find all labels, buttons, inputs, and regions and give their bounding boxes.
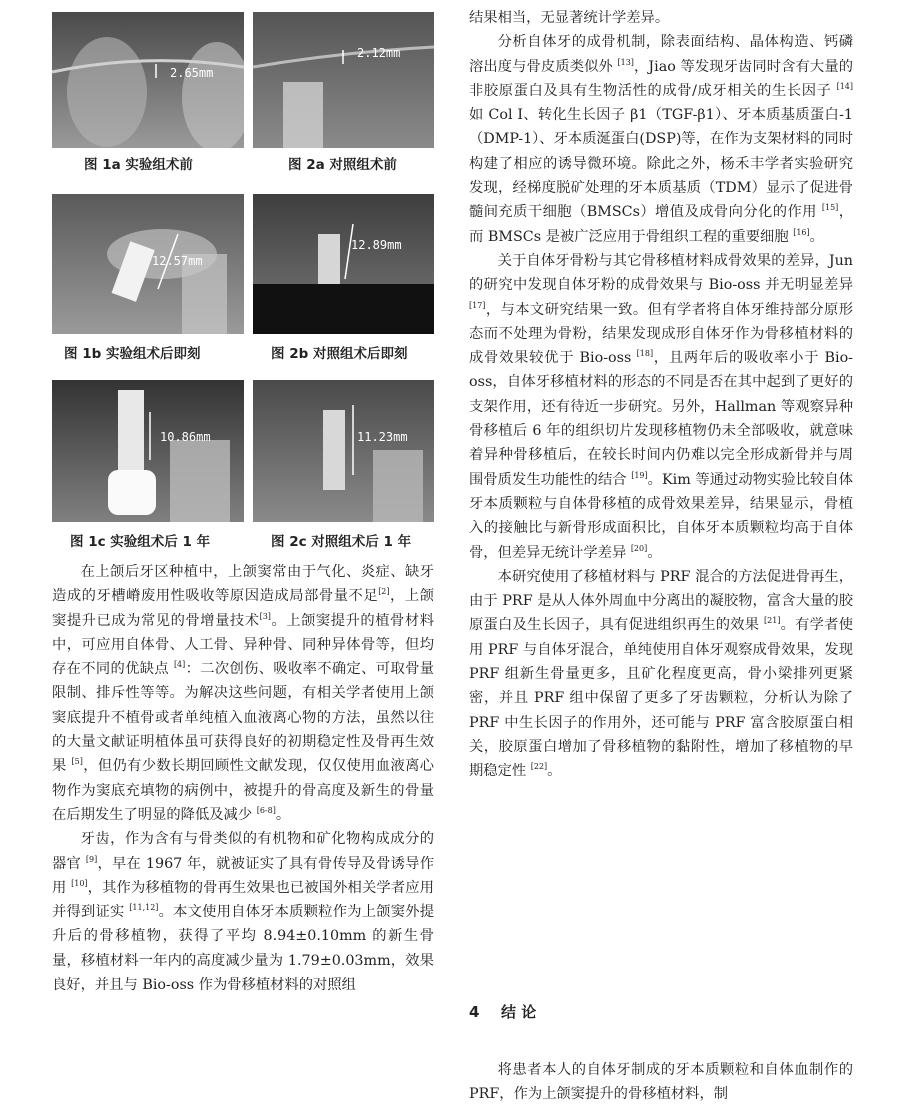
text-run: ，而 BMSCs 是被广泛应用于骨组织工程的重要细胞 [469, 204, 853, 245]
citation-ref: [19] [631, 470, 648, 480]
text-run: 。 [547, 763, 562, 780]
measurement-label: 12.89mm [351, 238, 402, 252]
figure-1c [52, 380, 244, 522]
measurement-label: 2.12mm [357, 46, 401, 60]
figure-2c-caption: 图 2c 对照组术后 1 年 [271, 534, 412, 550]
citation-ref: [22] [530, 762, 548, 772]
paragraph [469, 30, 853, 249]
text-run: ，上颌窦提升已成为常见的骨增量技术 [52, 588, 435, 629]
text-run: 牙齿，作为含有与骨类似的有机物和矿化物构成成分的器官 [52, 831, 434, 872]
citation-ref: [18] [636, 349, 654, 359]
citation-ref: [3] [259, 611, 271, 621]
paragraph [52, 827, 434, 997]
text-run: 在上颌后牙区种植中，上颌窦常由于气化、炎症、缺牙造成的牙槽嵴废用性吸收等原因造成局部骨量不足 [52, 564, 434, 605]
citation-ref: [16] [793, 227, 810, 237]
citation-ref: [13] [617, 57, 634, 67]
citation-ref: [4] [173, 660, 186, 670]
citation-ref: [9] [85, 854, 98, 864]
text-run: ：二次创伤、吸收率不确定、可取骨量限制、排斥性等等。为解决这些问题，有相关学者使用上颌窦底提升不植骨或者单纯植入血液离心物的方法，虽然以往的大量文献证明植体虽可获得良好的初期稳定性及骨再生效果 [52, 661, 435, 775]
section-number: 4 [469, 1003, 480, 1021]
right-column-text [469, 6, 853, 784]
text-run: 。 [647, 544, 662, 561]
text-run: 。Kim 等通过动物实验比较自体牙本质颗粒与自体骨移植的成骨效果差异，结果显示，骨植入的接触比与新骨形成面积比，自体牙本质颗粒均高于自体骨，但差异无统计学差异 [469, 471, 853, 561]
figure-2a-caption: 图 2a 对照组术前 [288, 157, 397, 173]
citation-ref: [5] [71, 757, 83, 767]
left-column-text [52, 560, 434, 997]
paragraph [52, 560, 434, 827]
text-run: 本研究使用了移植材料与 PRF 混合的方法促进骨再生，由于 PRF 是从人体外周血中分离出的凝胶物，富含大量的胶原蛋白及生长因子，具有促进组织再生的效果 [469, 568, 853, 634]
citation-ref: [10] [71, 879, 88, 889]
text-run: ，且两年后的吸收率小于 Bio-oss，自体牙移植材料的形态的不同是否在其中起到了更好的支架作用，还有待近一步研究。另外，Hallman 等观察异种骨移植后 6 年的组织切片发现移植物仍未全部吸收，就意味着异种骨移植后，在较长时间内仍难以完全形成新骨并与周围骨质发生功能性的结合 [469, 350, 854, 488]
text-run: 如 Col Ⅰ、转化生长因子 β1（TGF-β1）、牙本质基质蛋白-1（DMP-1）、牙本质涎蛋白(DSP)等，在作为支架材料的同时构建了相应的诱导微环境。除此之外，杨禾丰学者实验研究发现，经梯度脱矿处理的牙本质基质（TDM）显示了促进骨髓间充质干细胞（BMSCs）增值及成骨向分化的作用 [469, 107, 853, 221]
figure-1b-caption: 图 1b 实验组术后即刻 [64, 346, 201, 362]
text-run: ，早在 1967 年，就被证实了具有骨传导及骨诱导作用 [52, 855, 434, 896]
text-run: 。上颌窦提升的植骨材料中，可应用自体骨、人工骨、异种骨、同种异体骨等，但均存在不同的优缺点 [52, 612, 435, 678]
text-run: 。 [809, 228, 824, 245]
figure-1a-caption: 图 1a 实验组术前 [84, 157, 193, 173]
measurement-label: 2.65mm [170, 66, 214, 80]
measurement-label: 10.86mm [160, 430, 211, 444]
citation-ref: [6-8] [256, 806, 276, 816]
figure-2c [253, 380, 434, 522]
text-run: 。本文使用自体牙本质颗粒作为上颌窦外提升后的骨移植物，获得了平均 8.94±0.10mm 的新生骨量，移植材料一年内的高度减少量为 1.79±0.03mm，效果良好，并且与 Bio-oss 作为骨移植材料的对照组 [52, 904, 435, 994]
section-heading [469, 1001, 536, 1022]
figure-2b [253, 194, 434, 334]
paragraph [469, 249, 853, 565]
citation-ref: [20] [630, 543, 648, 553]
citation-ref: [17] [469, 300, 486, 310]
text-run: 分析自体牙的成骨机制，除表面结构、晶体构造、钙磷溶出度与骨皮质类似外 [469, 34, 853, 75]
conclusion-text [469, 1058, 853, 1107]
figure-2b-caption: 图 2b 对照组术后即刻 [271, 346, 408, 362]
paragraph [469, 1058, 853, 1107]
citation-ref: [21] [764, 616, 781, 626]
section-title: 结 论 [501, 1003, 537, 1021]
citation-ref: [2] [378, 587, 390, 597]
text-run: 关于自体牙骨粉与其它骨移植材料成骨效果的差异，Jun 的研究中发现自体牙粉的成骨效果与 Bio-oss 并无明显差异 [469, 252, 853, 294]
text-run: ，与本文研究结果一致。但有学者将自体牙维持部分原形态而不处理为骨粉，结果发现成形自体牙作为骨移植材料的成骨效果较优于 Bio-oss [469, 301, 853, 367]
text-run: ，但仍有少数长期回顾性文献发现，仅仅使用血液离心物作为窦底充填物的病例中，被提升的骨高度及新生的骨量在后期发生了明显的降低及减少 [52, 758, 435, 823]
figure-1b [52, 194, 244, 334]
measurement-label: 11.23mm [357, 430, 408, 444]
text-run: 结果相当，无显著统计学差异。 [469, 10, 670, 26]
measurement-label: 12.57mm [152, 254, 203, 268]
text-run: ，其作为移植物的骨再生效果也已被国外相关学者应用并得到证实 [52, 879, 435, 921]
text-run: 。有学者使用 PRF 与自体牙混合，单纯使用自体牙观察成骨效果，发现 PRF 组新生骨量更多，且矿化程度更高，骨小梁排列更紧密，并且 PRF 组中保留了更多了牙齿颗粒，分析认为除了 PRF 中生长因子的作用外，还可能与 PRF 富含胶原蛋白相关，胶原蛋白增加了骨移植物的黏附性，增加了移植物的早期稳定性 [469, 617, 854, 780]
text-run: 。 [275, 806, 291, 823]
paragraph [469, 6, 853, 30]
citation-ref: [11,12] [129, 903, 159, 913]
citation-ref: [14] [836, 82, 853, 92]
citation-ref: [15] [821, 203, 839, 213]
figure-2a [253, 12, 434, 148]
paragraph [469, 565, 853, 784]
text-run: 将患者本人的自体牙制成的牙本质颗粒和自体血制作的 PRF，作为上颌窦提升的骨移植材料，制 [469, 1062, 853, 1103]
figure-1c-caption: 图 1c 实验组术后 1 年 [70, 534, 211, 550]
figure-1a [52, 12, 244, 148]
text-run: ，Jiao 等发现牙齿同时含有大量的非胶原蛋白及具有生物活性的成骨/成牙相关的生长因子 [469, 58, 854, 99]
